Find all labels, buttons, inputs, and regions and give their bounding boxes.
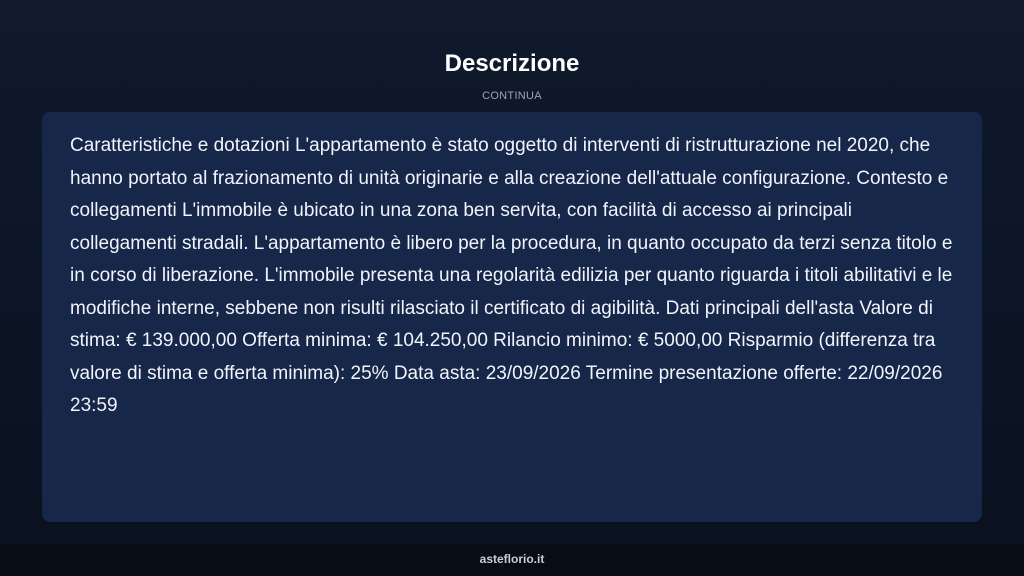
footer-bar xyxy=(0,544,1024,576)
site-name: asteflorio.it xyxy=(479,552,545,566)
continue-label: CONTINUA xyxy=(482,90,542,102)
description-card xyxy=(42,112,982,522)
description-text: Caratteristiche e dotazioni L'appartamento è stato oggetto di interventi di ristrutturazione nel 2020, che hanno portato al frazionamento di unità originarie e alla creazione dell'attuale configurazione. Contesto e collegamenti L'immobile è ubicato in una zona ben servita, con facilità di accesso ai principali collegamenti stradali. L'appartamento è libero per la procedura, in quanto occupato da terzi senza titolo e in corso di liberazione. L'immobile presenta una regolarità edilizia per quanto riguarda i titoli abilitativi e le modifiche interne, sebbene non risulti rilasciato il certificato di agibilità. Dati principali dell'asta Valore di stima: € 139.000,00 Offerta minima: € 104.250,00 Rilancio minimo: € 5000,00 Risparmio (differenza tra valore di stima e offerta minima): 25% Data asta: 23/09/2026 Termine presentazione offerte: 22/09/2026 23:59 xyxy=(70,135,953,416)
page-title: Descrizione xyxy=(444,50,580,77)
